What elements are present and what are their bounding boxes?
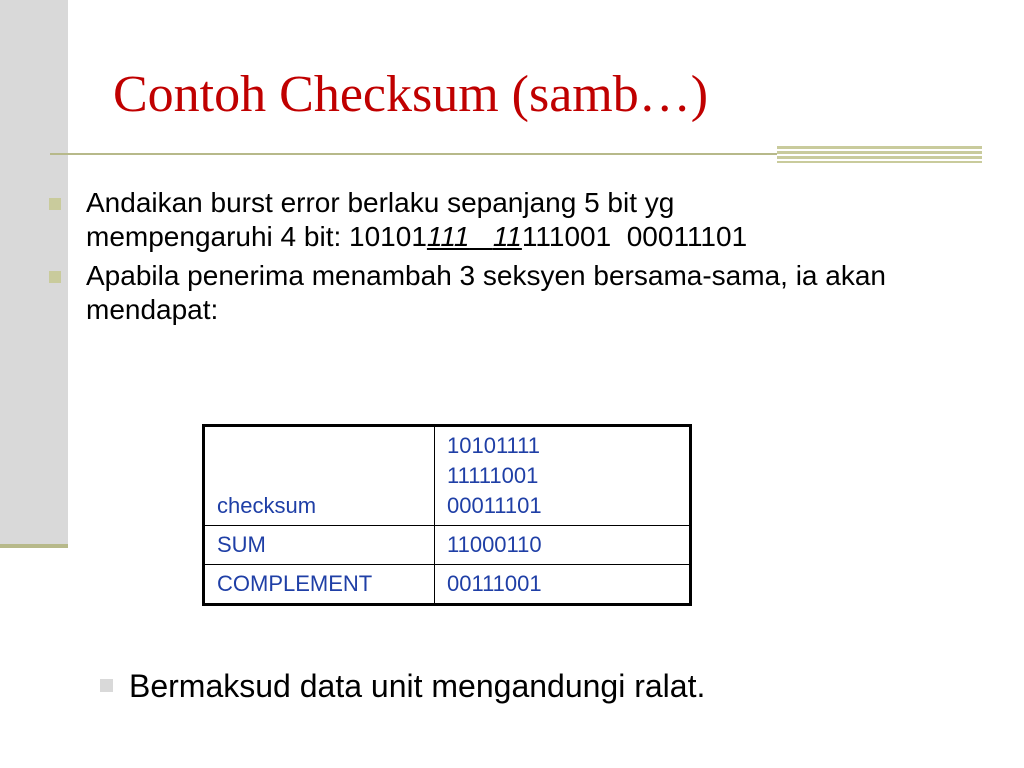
row-label-checksum: checksum [204,426,435,526]
bullet-line-2-prefix: mempengaruhi 4 bit: 10101 [86,221,427,252]
value-cell: 00011101 [447,493,542,518]
value-cell: 11000110 [435,526,691,565]
conclusion-text: Bermaksud data unit mengandungi ralat. [129,668,706,704]
error-bits-gap [469,221,492,252]
row-values-checksum [435,426,691,526]
sidebar-rule [0,544,68,548]
row-label-complement: COMPLEMENT [204,565,435,605]
value-cell: 10101111 [447,433,540,458]
error-bits-1: 111 [426,221,470,252]
row-label-sum: SUM [204,526,435,565]
table-row [204,565,691,605]
checksum-table [202,424,692,606]
bullet-list [48,186,998,332]
error-bits-2: 11 [492,221,522,252]
square-bullet-icon [49,198,61,210]
bullet-line-2-suffix: 111001 00011101 [521,221,748,252]
value-cell: 00111001 [435,565,691,605]
square-bullet-icon [100,679,113,692]
slide-title: Contoh Checksum (samb…) [113,66,709,123]
title-accent-bar [777,146,982,163]
bullet-receiver-sum [48,259,998,327]
conclusion-line [100,668,705,705]
bullet-line-1: Andaikan burst error berlaku sepanjang 5 bit yg [86,187,675,218]
value-cell: 11111001 [447,463,539,488]
bullet-text: Apabila penerima menambah 3 seksyen bersama-sama, ia akan mendapat: [86,260,886,325]
table-row [204,526,691,565]
title-underline [50,153,777,155]
bullet-burst-error [48,186,998,254]
table-row [204,426,691,526]
square-bullet-icon [49,271,61,283]
